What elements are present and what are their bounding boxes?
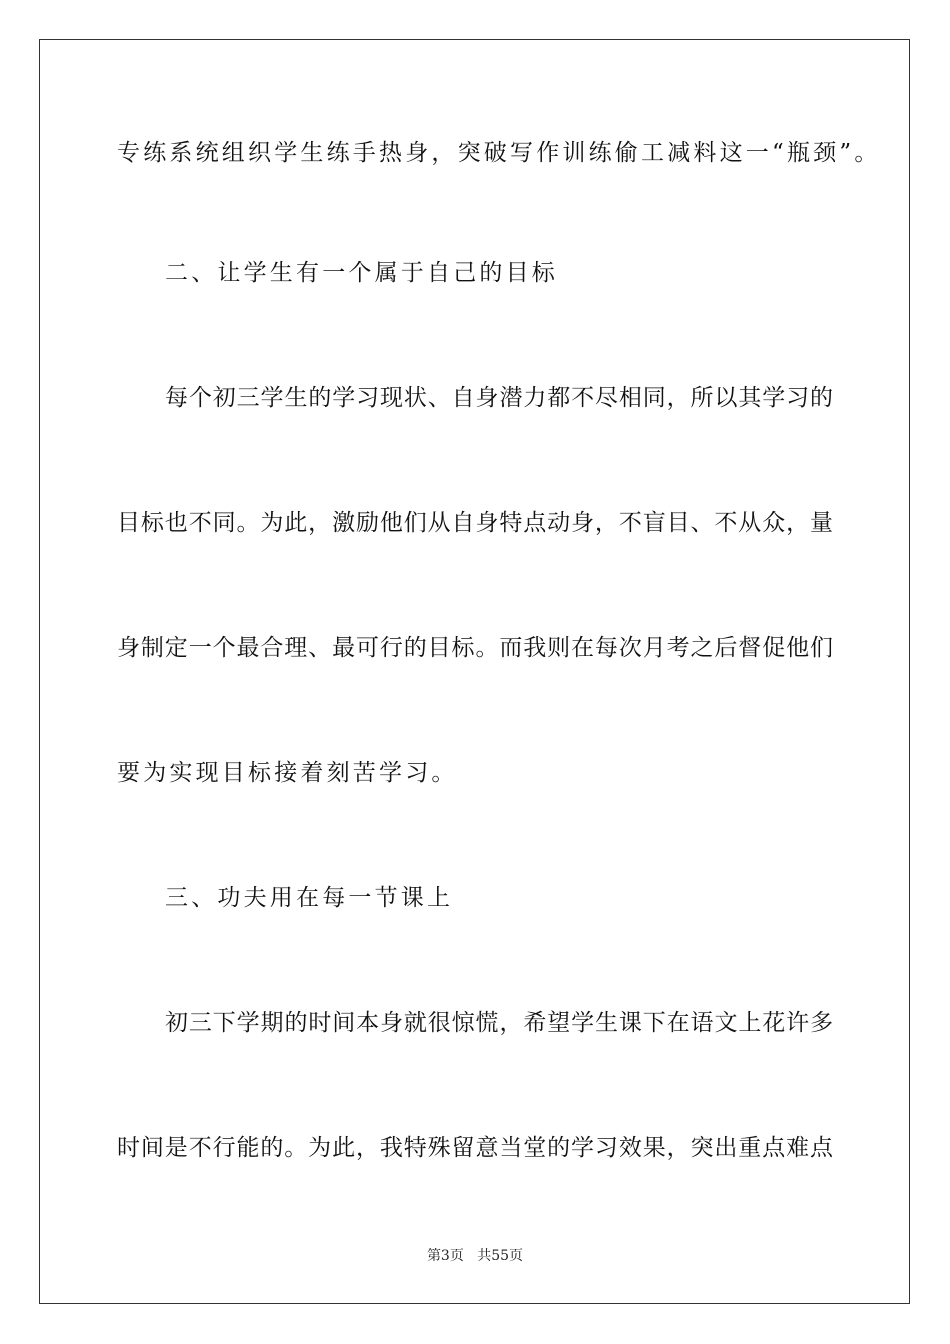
section-heading-2: 二、让学生有一个属于自己的目标 — [165, 260, 558, 286]
body-line-8: 初三下学期的时间本身就很惊慌，希望学生课下在语文上花许多 — [165, 1010, 833, 1036]
page-number: 第3页 — [426, 1248, 464, 1264]
body-line-5: 身制定一个最合理、最可行的目标。而我则在每次月考之后督促他们 — [117, 635, 833, 661]
body-line-6: 要为实现目标接着刻苦学习。 — [117, 760, 458, 786]
body-line-3: 每个初三学生的学习现状、自身潜力都不尽相同，所以其学习的 — [165, 385, 833, 411]
body-line-9: 时间是不行能的。为此，我特殊留意当堂的学习效果，突出重点难点 — [117, 1135, 833, 1161]
page-footer — [0, 1247, 950, 1265]
section-heading-3: 三、功夫用在每一节课上 — [165, 885, 454, 911]
body-line-4: 目标也不同。为此，激励他们从自身特点动身，不盲目、不从众，量 — [117, 510, 833, 536]
page-total: 共55页 — [477, 1248, 524, 1264]
page-border — [39, 39, 910, 1304]
body-line-1: 专练系统组织学生练手热身，突破写作训练偷工减料这一“瓶颈”。 — [117, 140, 881, 166]
